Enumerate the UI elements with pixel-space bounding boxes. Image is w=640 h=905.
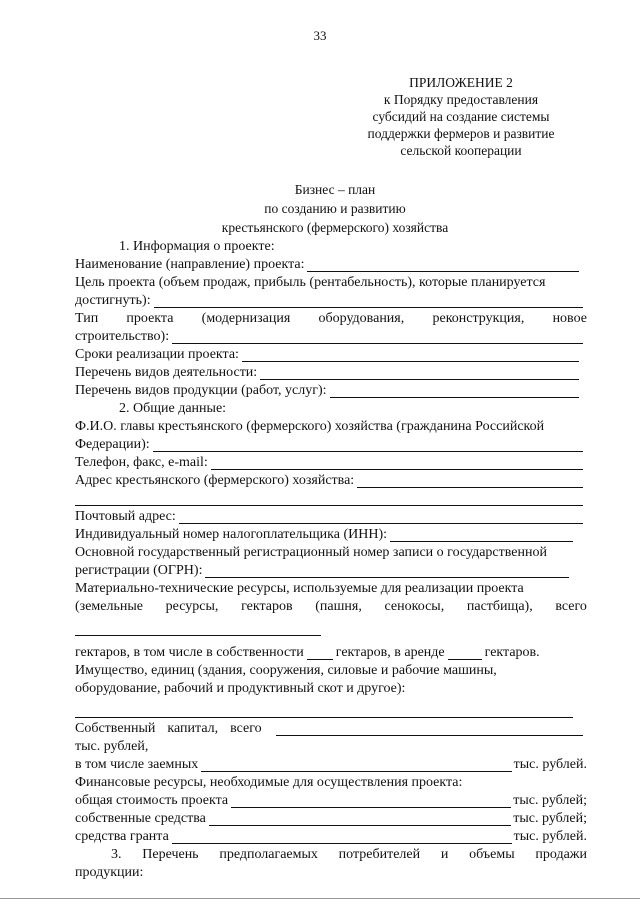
project-goal-field[interactable] <box>154 293 583 308</box>
document-title <box>150 180 520 237</box>
capital-unit: тыс. рублей, <box>75 739 149 754</box>
project-goal-label: Цель проекта (объем продаж, прибыль (рентабельность), которые планируется <box>75 275 546 290</box>
hectares-row: гектаров, в том числе в собственности гектаров, в аренде гектаров. <box>75 645 540 660</box>
finance-heading: Финансовые ресурсы, необходимые для осуществления проекта: <box>75 775 463 790</box>
ogrn-row: регистрации (ОГРН): <box>75 562 587 580</box>
resources-label: Материально-технические ресурсы, используемые для реализации проекта <box>75 581 524 596</box>
ogrn-label: Основной государственный регистрационный номер записи о государственной <box>75 545 547 560</box>
products-row <box>75 382 587 400</box>
address-field-2[interactable] <box>75 491 583 506</box>
scan-edge-divider <box>0 898 640 899</box>
borrowed-field[interactable] <box>201 757 511 772</box>
grant-row: средства гранта тыс. рублей. <box>75 829 587 844</box>
total-cost-row: общая стоимость проекта тыс. рублей; <box>75 793 587 808</box>
section3-line2: продукции: <box>75 865 144 880</box>
fio-row: Федерации): <box>75 436 587 454</box>
address-label: Адрес крестьянского (фермерского) хозяйства: <box>75 473 355 488</box>
project-type-row: строительство): <box>75 328 587 346</box>
appendix-line: сельской кооперации <box>400 143 522 158</box>
title-line: по созданию и развитию <box>264 201 406 216</box>
activities-label: Перечень видов деятельности: <box>75 365 258 380</box>
project-name-label: Наименование (направление) проекта: <box>75 257 305 272</box>
own-funds-field[interactable] <box>209 811 511 826</box>
products-field[interactable] <box>330 383 579 398</box>
capital-field[interactable] <box>276 721 583 736</box>
borrowed-row: в том числе заемных тыс. рублей. <box>75 757 587 772</box>
capital-row: Собственный капитал, всего <box>75 720 587 738</box>
project-name-row <box>75 256 587 274</box>
property-label: Имущество, единиц (здания, сооружения, силовые и рабочие машины, <box>75 663 497 678</box>
grant-field[interactable] <box>172 829 512 844</box>
activities-row <box>75 364 587 382</box>
inn-label: Индивидуальный номер налогоплательщика (ИНН): <box>75 527 388 542</box>
inn-row <box>75 526 587 544</box>
total-cost-field[interactable] <box>231 793 511 808</box>
activities-field[interactable] <box>260 365 579 380</box>
project-goal-row: достигнуть): <box>75 292 587 310</box>
title-line: крестьянского (фермерского) хозяйства <box>221 220 449 235</box>
project-type-label: Тип проекта (модернизация оборудования, реконструкция, новое <box>75 311 587 326</box>
section2-heading: 2. Общие данные: <box>119 401 227 416</box>
postal-field[interactable] <box>179 509 583 524</box>
postal-label: Почтовый адрес: <box>75 509 176 524</box>
postal-row <box>75 508 587 526</box>
project-name-field[interactable] <box>307 257 579 272</box>
property-label-2: оборудование, рабочий и продуктивный скот и другое): <box>75 681 406 696</box>
appendix-line: субсидий на создание системы <box>372 109 550 124</box>
title-line: Бизнес – план <box>294 182 376 197</box>
appendix-line: к Порядку предоставления <box>383 92 539 107</box>
total-hectares-row <box>75 616 587 638</box>
appendix-line: поддержки фермеров и развитие <box>367 126 555 141</box>
fio-label: Ф.И.О. главы крестьянского (фермерского) хозяйства (гражданина Российской <box>75 419 545 434</box>
section3-heading: 3. Перечень предполагаемых потребителей и объемы продажи <box>111 847 587 862</box>
section1-heading: 1. Информация о проекте: <box>119 239 275 254</box>
appendix-block <box>356 74 566 159</box>
inn-field[interactable] <box>390 527 573 542</box>
project-type-field[interactable] <box>172 329 583 344</box>
appendix-title: ПРИЛОЖЕНИЕ 2 <box>409 75 513 90</box>
phone-field[interactable] <box>211 455 583 470</box>
property-field[interactable] <box>75 703 573 718</box>
project-terms-field[interactable] <box>242 347 579 362</box>
own-funds-row: собственные средства тыс. рублей; <box>75 811 587 826</box>
resources-label-2: (земельные ресурсы, гектаров (пашня, сенокосы, пастбища), всего <box>75 599 587 614</box>
page-number: 33 <box>313 28 327 43</box>
address-row-2 <box>75 490 587 508</box>
total-hectares-field[interactable] <box>75 621 321 636</box>
products-label: Перечень видов продукции (работ, услуг): <box>75 383 327 398</box>
phone-row <box>75 454 587 472</box>
form-body <box>75 238 587 882</box>
rented-hectares-field[interactable] <box>448 645 482 660</box>
project-terms-label: Сроки реализации проекта: <box>75 347 239 362</box>
ogrn-field[interactable] <box>205 563 569 578</box>
fio-field[interactable] <box>153 437 583 452</box>
address-field[interactable] <box>357 473 583 488</box>
project-terms-row <box>75 346 587 364</box>
property-row <box>75 698 587 720</box>
phone-label: Телефон, факс, e-mail: <box>75 455 208 470</box>
owned-hectares-field[interactable] <box>307 645 333 660</box>
address-row <box>75 472 587 490</box>
